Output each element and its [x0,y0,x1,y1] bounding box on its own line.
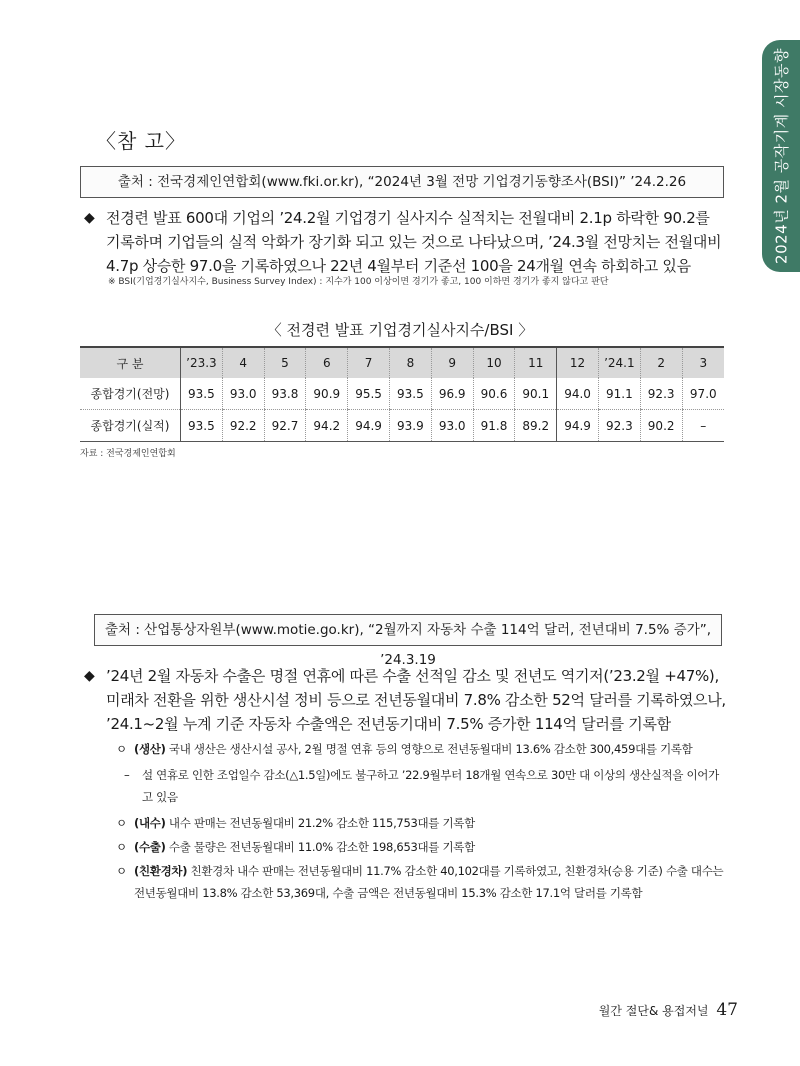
sub-item-text: 내수 판매는 전년동월대비 21.2% 감소한 115,753대를 기록함 [165,816,475,830]
header-cell: 8 [389,347,431,378]
table-cell: 89.2 [515,410,557,442]
diamond-bullet-icon: ◆ [84,668,95,684]
table-cell: 91.1 [598,378,640,410]
sub-item-export [116,836,728,858]
source-box-motie: 출처 : 산업통상자원부(www.motie.go.kr), “2월까지 자동차 수출 114억 달러, 전년대비 7.5% 증가”, ’24.3.19 [94,614,722,646]
table-cell: 90.1 [515,378,557,410]
sub-item-head: (수출) [134,840,166,854]
table-title: 〈 전경련 발표 기업경기실사지수/BSI 〉 [266,321,534,339]
sub-item-text: 국내 생산은 생산시설 공사, 2월 명절 연휴 등의 영향으로 전년동월대비 13.6% 감소한 300,459대를 기록함 [165,742,693,756]
header-cell: 6 [306,347,348,378]
sub-item-head: (친환경차) [134,864,188,878]
sub-item-head: (생산) [134,742,166,756]
bsi-table [80,346,724,442]
page-number: 47 [716,1000,738,1020]
row-label: 종합경기(전망) [80,378,181,410]
header-cell: ’23.3 [181,347,223,378]
sub-item-production-detail [124,764,728,808]
sub-item-eco-friendly [116,860,728,904]
source-box-fki: 출처 : 전국경제인연합회(www.fki.or.kr), “2024년 3월 전망 기업경기동향조사(BSI)” ’24.2.26 [80,166,724,198]
table-cell: 94.9 [348,410,390,442]
table-cell: 90.6 [473,378,515,410]
page-footer [599,1000,738,1020]
table-cell: 96.9 [431,378,473,410]
table-cell: 93.0 [222,378,264,410]
header-cell: 11 [515,347,557,378]
table-cell: 93.8 [264,378,306,410]
table-cell: 93.5 [389,378,431,410]
header-cell: 4 [222,347,264,378]
header-cell: 10 [473,347,515,378]
table-cell: 95.5 [348,378,390,410]
table-cell: 94.0 [557,378,599,410]
header-cell: 9 [431,347,473,378]
bullet-bsi-summary [84,206,728,278]
table-cell: 91.8 [473,410,515,442]
table-cell: 93.5 [181,378,223,410]
circle-bullet-icon: ㅇ [116,816,127,830]
sub-item-text: 친환경차 내수 판매는 전년동월대비 11.7% 감소한 40,102대를 기록하였고, 친환경차(승용 기준) 수출 대수는 전년동월대비 13.8% 감소한 53,369대, 수출 금액은 전년동월대비 15.3% 감소한 17.1억 달러를 기록함 [134,864,724,900]
table-source-note: 자료 : 전국경제인연합회 [80,449,176,459]
table-cell: 92.3 [640,378,682,410]
circle-bullet-icon: ㅇ [116,840,127,854]
table-header-row [80,347,724,378]
diamond-bullet-icon: ◆ [84,210,95,226]
reference-title: 〈참 고〉 [96,129,186,153]
table-cell: 97.0 [682,378,724,410]
section-side-tab [762,40,800,272]
side-tab-label: 2024년 2월 공작기계 시장동향 [772,48,791,264]
table-cell: – [682,410,724,442]
table-cell: 93.0 [431,410,473,442]
circle-bullet-icon: ㅇ [116,742,127,756]
bsi-definition-note: ※ BSI(기업경기실사지수, Business Survey Index) : 지수가 100 이상이면 경기가 좋고, 100 이하면 경기가 좋지 않다고 판단 [108,277,609,287]
sub-item-text: 수출 물량은 전년동월대비 11.0% 감소한 198,653대를 기록함 [165,840,475,854]
circle-bullet-icon: ㅇ [116,864,127,878]
table-cell: 94.2 [306,410,348,442]
table-cell: 93.5 [181,410,223,442]
header-cell: 3 [682,347,724,378]
magazine-name: 월간 절단& 용접저널 [598,1004,709,1018]
table-row [80,410,724,442]
table-cell: 90.9 [306,378,348,410]
table-cell: 94.9 [557,410,599,442]
sub-item-text: 설 연휴로 인한 조업일수 감소(△1.5일)에도 불구하고 ’22.9월부터 18개월 연속으로 30만 대 이상의 생산실적을 이어가고 있음 [142,768,719,804]
header-cell: 12 [557,347,599,378]
sub-item-production [116,738,728,760]
sub-item-domestic [116,812,728,834]
bullet-text: 전경련 발표 600대 기업의 ’24.2월 기업경기 실사지수 실적치는 전월대비 2.1p 하락한 90.2를 기록하며 기업들의 실적 악화가 장기화 되고 있는 것으로 나타났으며, ’24.3월 전망치는 전월대비 4.7p 상승한 97.0을 기록하였으나 22년 4월부터 기준선 100을 24개월 연속 하회하고 있음 [106,209,722,275]
header-cell: ’24.1 [598,347,640,378]
table-cell: 93.9 [389,410,431,442]
sub-item-head: (내수) [134,816,166,830]
header-cell: 구 분 [80,347,181,378]
header-cell: 2 [640,347,682,378]
table-cell: 90.2 [640,410,682,442]
header-cell: 7 [348,347,390,378]
bullet-text: ’24년 2월 자동차 수출은 명절 연휴에 따른 수출 선적일 감소 및 전년도 역기저(’23.2월 +47%), 미래차 전환을 위한 생산시설 정비 등으로 전년동월대비 7.8% 감소한 52억 달러를 기록하였으나, ’24.1~2월 누계 기준 자동차 수출액은 전년동기대비 7.5% 증가한 114억 달러를 기록함 [106,667,726,733]
table-row [80,378,724,410]
bullet-auto-export-summary [84,664,728,736]
row-label: 종합경기(실적) [80,410,181,442]
table-cell: 92.2 [222,410,264,442]
header-cell: 5 [264,347,306,378]
table-cell: 92.3 [598,410,640,442]
table-cell: 92.7 [264,410,306,442]
dash-bullet-icon: – [124,768,130,782]
